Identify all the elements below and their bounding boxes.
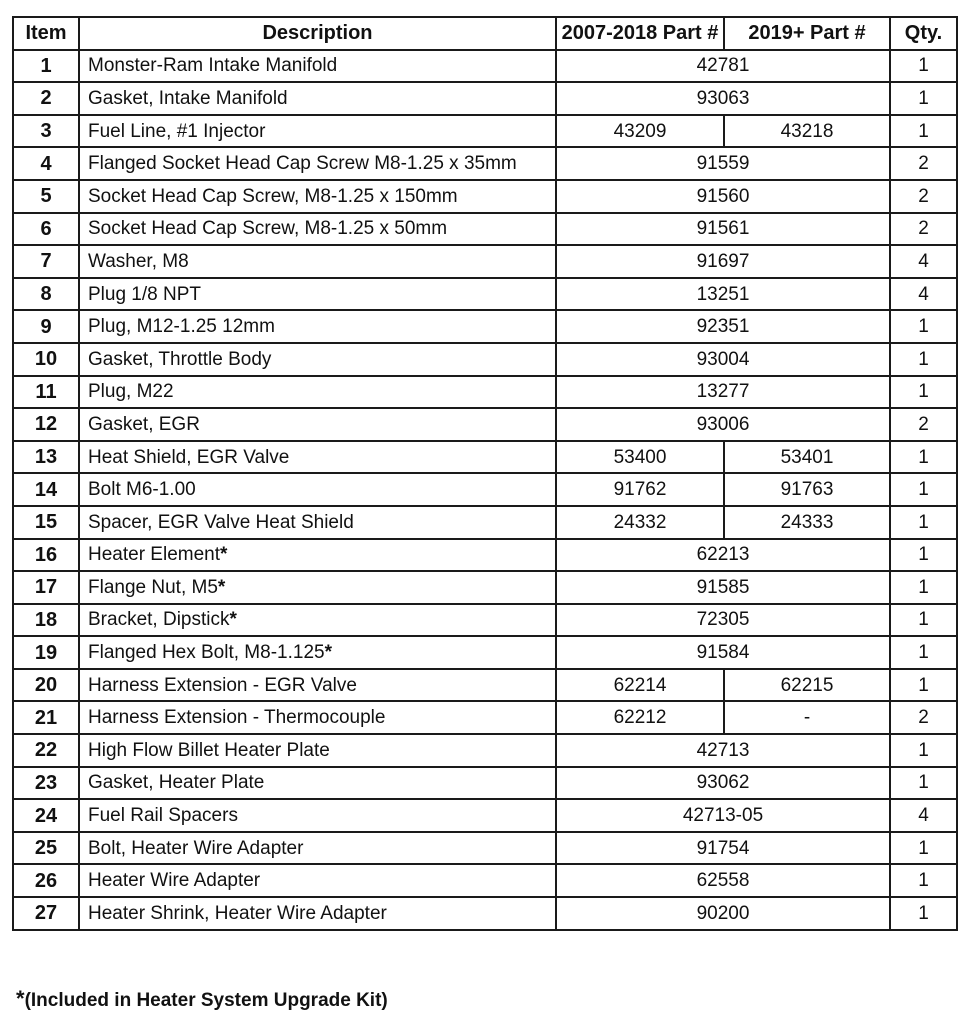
quantity: 1 [890, 50, 957, 83]
part-description [79, 701, 556, 734]
description-text: Plug, M12-1.25 12mm [88, 316, 275, 338]
table-row [13, 767, 957, 800]
description-text: Socket Head Cap Screw, M8-1.25 x 150mm [88, 185, 458, 207]
quantity: 1 [890, 571, 957, 604]
part-number: 13251 [556, 278, 890, 311]
part-number-2007-2018: 43209 [556, 115, 724, 148]
item-number: 10 [13, 343, 79, 376]
item-number: 21 [13, 701, 79, 734]
part-number-2019: - [724, 701, 890, 734]
quantity: 2 [890, 408, 957, 441]
part-number-2019: 43218 [724, 115, 890, 148]
description-text: Flange Nut, M5 [88, 576, 218, 598]
table-row [13, 701, 957, 734]
quantity: 1 [890, 473, 957, 506]
description-text: Plug, M22 [88, 381, 174, 403]
part-description [79, 82, 556, 115]
item-number: 22 [13, 734, 79, 767]
table-row [13, 864, 957, 897]
header-part-2007-2018: 2007-2018 Part # [556, 17, 724, 50]
kit-marker: * [217, 576, 226, 598]
quantity: 1 [890, 636, 957, 669]
part-number: 62213 [556, 539, 890, 572]
quantity: 2 [890, 701, 957, 734]
part-description [79, 115, 556, 148]
table-row [13, 473, 957, 506]
kit-marker: * [220, 544, 228, 566]
quantity: 4 [890, 278, 957, 311]
quantity: 1 [890, 864, 957, 897]
part-number-2007-2018: 53400 [556, 441, 724, 474]
description-text: Bracket, Dipstick [88, 609, 230, 631]
part-number: 42781 [556, 50, 890, 83]
part-number: 62558 [556, 864, 890, 897]
part-number: 91559 [556, 147, 890, 180]
part-description [79, 506, 556, 539]
part-description [79, 539, 556, 572]
part-number-2007-2018: 62214 [556, 669, 724, 702]
quantity: 4 [890, 245, 957, 278]
description-text: Washer, M8 [88, 250, 189, 272]
table-row [13, 408, 957, 441]
part-description [79, 245, 556, 278]
part-description [79, 897, 556, 930]
description-text: Gasket, Intake Manifold [88, 87, 288, 109]
part-description [79, 767, 556, 800]
part-description [79, 213, 556, 246]
quantity: 1 [890, 343, 957, 376]
item-number: 20 [13, 669, 79, 702]
parts-table [12, 16, 958, 931]
item-number: 27 [13, 897, 79, 930]
description-text: Harness Extension - Thermocouple [88, 707, 386, 729]
item-number: 25 [13, 832, 79, 865]
description-text: Flanged Socket Head Cap Screw M8-1.25 x 35mm [88, 153, 517, 175]
table-row [13, 82, 957, 115]
table-row [13, 506, 957, 539]
description-text: Heat Shield, EGR Valve [88, 446, 290, 468]
part-description [79, 864, 556, 897]
part-number: 72305 [556, 604, 890, 637]
item-number: 1 [13, 50, 79, 83]
part-description [79, 50, 556, 83]
part-description [79, 278, 556, 311]
quantity: 1 [890, 832, 957, 865]
footnote-star: * [16, 986, 25, 1011]
kit-marker: * [229, 609, 237, 631]
table-row [13, 539, 957, 572]
part-description [79, 376, 556, 409]
part-number-2007-2018: 24332 [556, 506, 724, 539]
part-number-2007-2018: 91762 [556, 473, 724, 506]
part-number: 91754 [556, 832, 890, 865]
table-row [13, 343, 957, 376]
part-description [79, 832, 556, 865]
part-number: 93062 [556, 767, 890, 800]
table-row [13, 213, 957, 246]
item-number: 15 [13, 506, 79, 539]
quantity: 1 [890, 734, 957, 767]
table-row [13, 278, 957, 311]
item-number: 14 [13, 473, 79, 506]
description-text: Flanged Hex Bolt, M8-1.125 [88, 642, 325, 664]
table-row [13, 376, 957, 409]
description-text: Fuel Line, #1 Injector [88, 120, 266, 142]
table-row [13, 571, 957, 604]
part-number: 93004 [556, 343, 890, 376]
description-text: Gasket, Heater Plate [88, 772, 265, 794]
item-number: 19 [13, 636, 79, 669]
table-row [13, 604, 957, 637]
part-number: 91584 [556, 636, 890, 669]
quantity: 2 [890, 147, 957, 180]
description-text: Socket Head Cap Screw, M8-1.25 x 50mm [88, 218, 448, 240]
description-text: Spacer, EGR Valve Heat Shield [88, 511, 354, 533]
part-description [79, 604, 556, 637]
item-number: 26 [13, 864, 79, 897]
item-number: 2 [13, 82, 79, 115]
part-description [79, 408, 556, 441]
header-qty: Qty. [890, 17, 957, 50]
quantity: 1 [890, 506, 957, 539]
item-number: 18 [13, 604, 79, 637]
description-text: Gasket, EGR [88, 413, 200, 435]
description-text: Heater Element [88, 544, 221, 566]
quantity: 1 [890, 376, 957, 409]
table-row [13, 50, 957, 83]
item-number: 6 [13, 213, 79, 246]
description-text: High Flow Billet Heater Plate [88, 739, 330, 761]
description-text: Monster-Ram Intake Manifold [88, 55, 338, 77]
part-description [79, 473, 556, 506]
table-row [13, 897, 957, 930]
part-description [79, 799, 556, 832]
footnote-text: (Included in Heater System Upgrade Kit) [24, 990, 388, 1011]
quantity: 1 [890, 115, 957, 148]
item-number: 16 [13, 539, 79, 572]
description-text: Bolt M6-1.00 [88, 479, 196, 501]
part-number: 91697 [556, 245, 890, 278]
part-description [79, 441, 556, 474]
header-item: Item [13, 17, 79, 50]
kit-marker: * [324, 642, 332, 664]
description-text: Gasket, Throttle Body [88, 348, 272, 370]
quantity: 1 [890, 82, 957, 115]
part-number: 13277 [556, 376, 890, 409]
item-number: 8 [13, 278, 79, 311]
part-description [79, 734, 556, 767]
table-row [13, 310, 957, 343]
item-number: 9 [13, 310, 79, 343]
quantity: 1 [890, 310, 957, 343]
part-description [79, 147, 556, 180]
quantity: 2 [890, 213, 957, 246]
part-number: 93006 [556, 408, 890, 441]
part-number: 91561 [556, 213, 890, 246]
description-text: Bolt, Heater Wire Adapter [88, 837, 304, 859]
item-number: 7 [13, 245, 79, 278]
part-number: 91585 [556, 571, 890, 604]
item-number: 17 [13, 571, 79, 604]
part-number: 42713-05 [556, 799, 890, 832]
part-description [79, 669, 556, 702]
item-number: 24 [13, 799, 79, 832]
table-row [13, 669, 957, 702]
header-part-2019: 2019+ Part # [724, 17, 890, 50]
quantity: 1 [890, 604, 957, 637]
table-row [13, 245, 957, 278]
part-number-2007-2018: 62212 [556, 701, 724, 734]
header-description: Description [79, 17, 556, 50]
quantity: 2 [890, 180, 957, 213]
quantity: 1 [890, 539, 957, 572]
quantity: 1 [890, 767, 957, 800]
table-row [13, 832, 957, 865]
quantity: 1 [890, 669, 957, 702]
parts-table-body [13, 50, 957, 930]
table-row [13, 115, 957, 148]
part-number: 93063 [556, 82, 890, 115]
item-number: 4 [13, 147, 79, 180]
table-row [13, 180, 957, 213]
part-number-2019: 24333 [724, 506, 890, 539]
item-number: 11 [13, 376, 79, 409]
item-number: 13 [13, 441, 79, 474]
part-number: 92351 [556, 310, 890, 343]
part-number-2019: 53401 [724, 441, 890, 474]
item-number: 23 [13, 767, 79, 800]
description-text: Heater Shrink, Heater Wire Adapter [88, 902, 387, 924]
part-description [79, 180, 556, 213]
footnote [16, 986, 388, 1012]
description-text: Heater Wire Adapter [88, 870, 261, 892]
part-description [79, 310, 556, 343]
description-text: Plug 1/8 NPT [88, 283, 201, 305]
table-row [13, 799, 957, 832]
part-number: 91560 [556, 180, 890, 213]
table-row [13, 441, 957, 474]
table-row [13, 734, 957, 767]
part-description [79, 343, 556, 376]
quantity: 1 [890, 897, 957, 930]
description-text: Fuel Rail Spacers [88, 805, 238, 827]
quantity: 1 [890, 441, 957, 474]
description-text: Harness Extension - EGR Valve [88, 674, 357, 696]
part-number: 42713 [556, 734, 890, 767]
part-number: 90200 [556, 897, 890, 930]
item-number: 5 [13, 180, 79, 213]
header-row [13, 17, 957, 50]
quantity: 4 [890, 799, 957, 832]
table-row [13, 636, 957, 669]
part-number-2019: 62215 [724, 669, 890, 702]
item-number: 3 [13, 115, 79, 148]
item-number: 12 [13, 408, 79, 441]
part-description [79, 636, 556, 669]
part-description [79, 571, 556, 604]
part-number-2019: 91763 [724, 473, 890, 506]
table-row [13, 147, 957, 180]
